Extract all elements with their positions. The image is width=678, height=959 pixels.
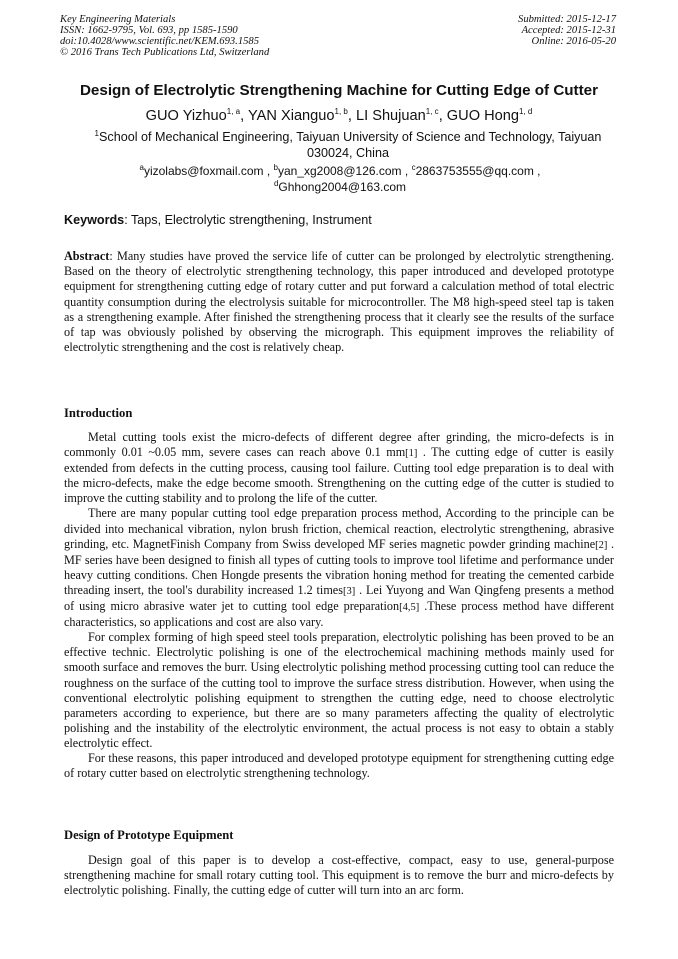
journal-name: Key Engineering Materials [60,14,176,25]
author-list: GUO Yizhuo$^{1, a}$, YAN Xianguo$^{1, b}$, LI Shujuan$^{1, c}$, GUO Hong$^{1, d}$ [145,107,533,124]
citation: [1] [405,448,418,460]
paragraph-text: . The cutting edge of cutter is easily extended from defects in the cutting process, causing tool failure. Cutting tool edge preparation is to deal with the micro-defects, make the edge become smooth. Strengthening on the cutting edge of the cutter is studied to improve the cutting stability and to prolong the life of the cutter. [64,445,614,506]
affiliation-text: School of Mechanical Engineering, Taiyuan University of Science and Technology, Taiyuan 030024, China [99,130,602,160]
paragraph-text: . MF series have been designed to finish all types of cutting tools to improve tool lifetime and performance under heavy cutting conditions. Chen Hongde presents the vibration honing method for treating the cemented carbide threading insert, the tool's durability increased 1.2 times [64,536,615,597]
email: 2863753555@qq.com , [415,164,541,178]
online-date: Online: 2016-05-20 [531,36,616,47]
keywords-text: : Taps, Electrolytic strengthening, Instrument [124,213,372,227]
affiliation-sup: 1 [94,128,99,138]
abstract [64,249,614,355]
intro-paragraph-4: For these reasons, this paper introduced and developed prototype equipment for strengthening cutting edge of rotary cutter based on electrolytic strengthening technology. [64,750,614,781]
affiliation [88,130,608,161]
paragraph-text: . Lei Yuyong and Wan Qingfeng presents a method of using micro abrasive water jet to cutting tool edge preparation [64,582,615,614]
author-sup: 1, a [226,107,241,117]
email-sup: b [273,163,278,172]
citation: [3] [342,585,356,597]
author-name: LI Shujuan [355,108,426,124]
journal-info [60,14,269,58]
issn-line: ISSN: 1662-9795, Vol. 693, pp 1585-1590 [60,25,238,36]
design-heading: Design of Prototype Equipment [64,828,234,842]
doi-line: doi:10.4028/www.scientific.net/KEM.693.1585 [60,36,260,47]
citation: [4,5] [399,602,420,614]
author-sup: 1, b [334,107,348,117]
author-name: GUO Yizhuo [145,108,227,124]
email-sup: a [139,163,144,172]
email-list [120,164,560,195]
intro-paragraph-2 [64,506,614,630]
email-sup: c [411,163,416,172]
author-name: YAN Xianguo [247,108,335,124]
keywords-label: Keywords [64,213,125,227]
citation: [2] [595,539,608,551]
paragraph-text: Metal cutting tools exist the micro-defects of different degree after grinding, the micro-defects is in commonly 0.01 ~0.05 mm, severe cases can reach above 0.1 mm [64,430,614,460]
paragraph-text: There are many popular cutting tool edge preparation process method, According to the principle can be divided into mechanical vibration, nylon brush friction, chemical reaction, electrolytic strengthening, abrasive grinding, etc. MagnetFinish Company from Swiss developed MF series magnetic powder grinding machine [64,506,614,551]
email-sup: d [273,178,279,188]
keywords [64,213,372,227]
author-sup: 1, d [518,107,533,117]
email: Ghhong2004@163.com [278,179,407,194]
submitted-date: Submitted: 2015-12-17 [518,14,616,25]
introduction-body [64,430,614,781]
abstract-text: : Many studies have proved the service life of cutter can be prolonged by electrolytic strengthening. Based on the theory of electrolytic strengthening technology, this paper introduced and developed prototype equipment for strengthening cutting edge of rotary cutter and put forward a calculation method of total electric quantity consumption during the electrolysis suitable for microcontroller. The M8 high-speed steel tap is taken as a strengthening example. After finished the strengthening process that it clearly see the results of the surface of tap was obviously polished by observing the micrograph. This equipment improves the reliability of electrolytic strengthening and the cost is relatively cheap. [64,249,614,355]
paper-title: Design of Electrolytic Strengthening Machine for Cutting Edge of Cutter [79,82,599,99]
abstract-label: Abstract [64,249,110,263]
intro-paragraph-3: For complex forming of high speed steel tools preparation, electrolytic polishing has been proved to be an effective technic. Electrolytic polishing is one of the electrochemical machining methods mainly used for smooth surface and removes the burr. Using electrolytic polishing method processing cutting tool can reduce the roughness on the surface of the cutting tool to improve the surface stress distribution. However, when using the conventional electrolytic polishing equipment to strengthen the cutting edge, need to choose electrolytic parameters according to experience, but there are so many parameters affecting the quality of electrolytic polishing and the instability of the electrolytic environment, the actual process is not easy to obtain a stably electrolytic effect. [64,630,614,750]
introduction-heading: Introduction [64,406,133,420]
dates-info [518,14,616,47]
design-body [64,853,614,898]
copyright-line: © 2016 Trans Tech Publications Ltd, Switzerland [60,47,270,58]
author-sup: 1, c [425,107,439,117]
accepted-date: Accepted: 2015-12-31 [521,25,616,36]
paragraph-text: .These process method have different characteristics, so applications and cost are also vary. [64,599,614,630]
design-paragraph-1: Design goal of this paper is to develop a cost-effective, compact, easy to use, general-purpose strengthening machine for small rotary cutting tool. This equipment is to remove the burr and micro-defects by electrolytic polishing. Finally, the cutting edge of cutter will turn into an arc form. [64,853,614,898]
email: yan_xg2008@126.com , [277,164,409,178]
intro-paragraph-1 [64,430,614,506]
author-name: GUO Hong [446,108,519,124]
email: yizolabs@foxmail.com , [143,164,271,178]
